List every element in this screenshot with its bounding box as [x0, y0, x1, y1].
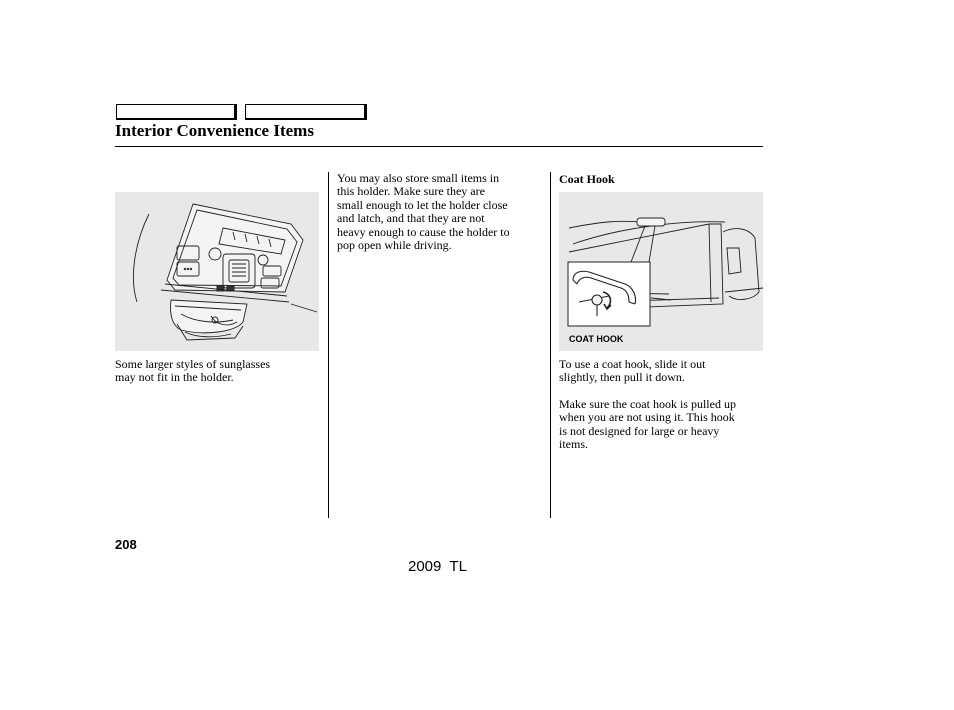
sunglasses-caption: Some larger styles of sunglasses may not fit in the holder.: [115, 357, 271, 385]
column-divider-2: [550, 172, 551, 518]
coat-hook-usage-paragraph: To use a coat hook, slide it out slightly, then pull it down.: [559, 357, 706, 385]
page-title: Interior Convenience Items: [115, 121, 314, 140]
nav-tab-2[interactable]: [245, 104, 367, 120]
coat-hook-drawing: [559, 192, 763, 351]
nav-tab-1[interactable]: [116, 104, 237, 120]
small-items-paragraph: You may also store small items in this holder. Make sure they are small enough to let the holder close and latch, and that they are not heavy enough to cause the holder to pop open while driving.: [337, 171, 510, 253]
page-number: 208: [115, 537, 137, 552]
footer-model: 2009 TL: [408, 558, 467, 575]
title-divider: [115, 146, 763, 147]
coat-hook-figure-label: COAT HOOK: [569, 334, 624, 344]
coat-hook-warning-paragraph: Make sure the coat hook is pulled up when you are not using it. This hook is not designed for large or heavy items.: [559, 397, 736, 452]
coat-hook-heading: Coat Hook: [559, 172, 615, 186]
sunglasses-holder-illustration: [115, 192, 319, 351]
coat-hook-illustration: [559, 192, 763, 351]
overhead-console-drawing: [115, 192, 319, 351]
column-divider-1: [328, 172, 329, 518]
